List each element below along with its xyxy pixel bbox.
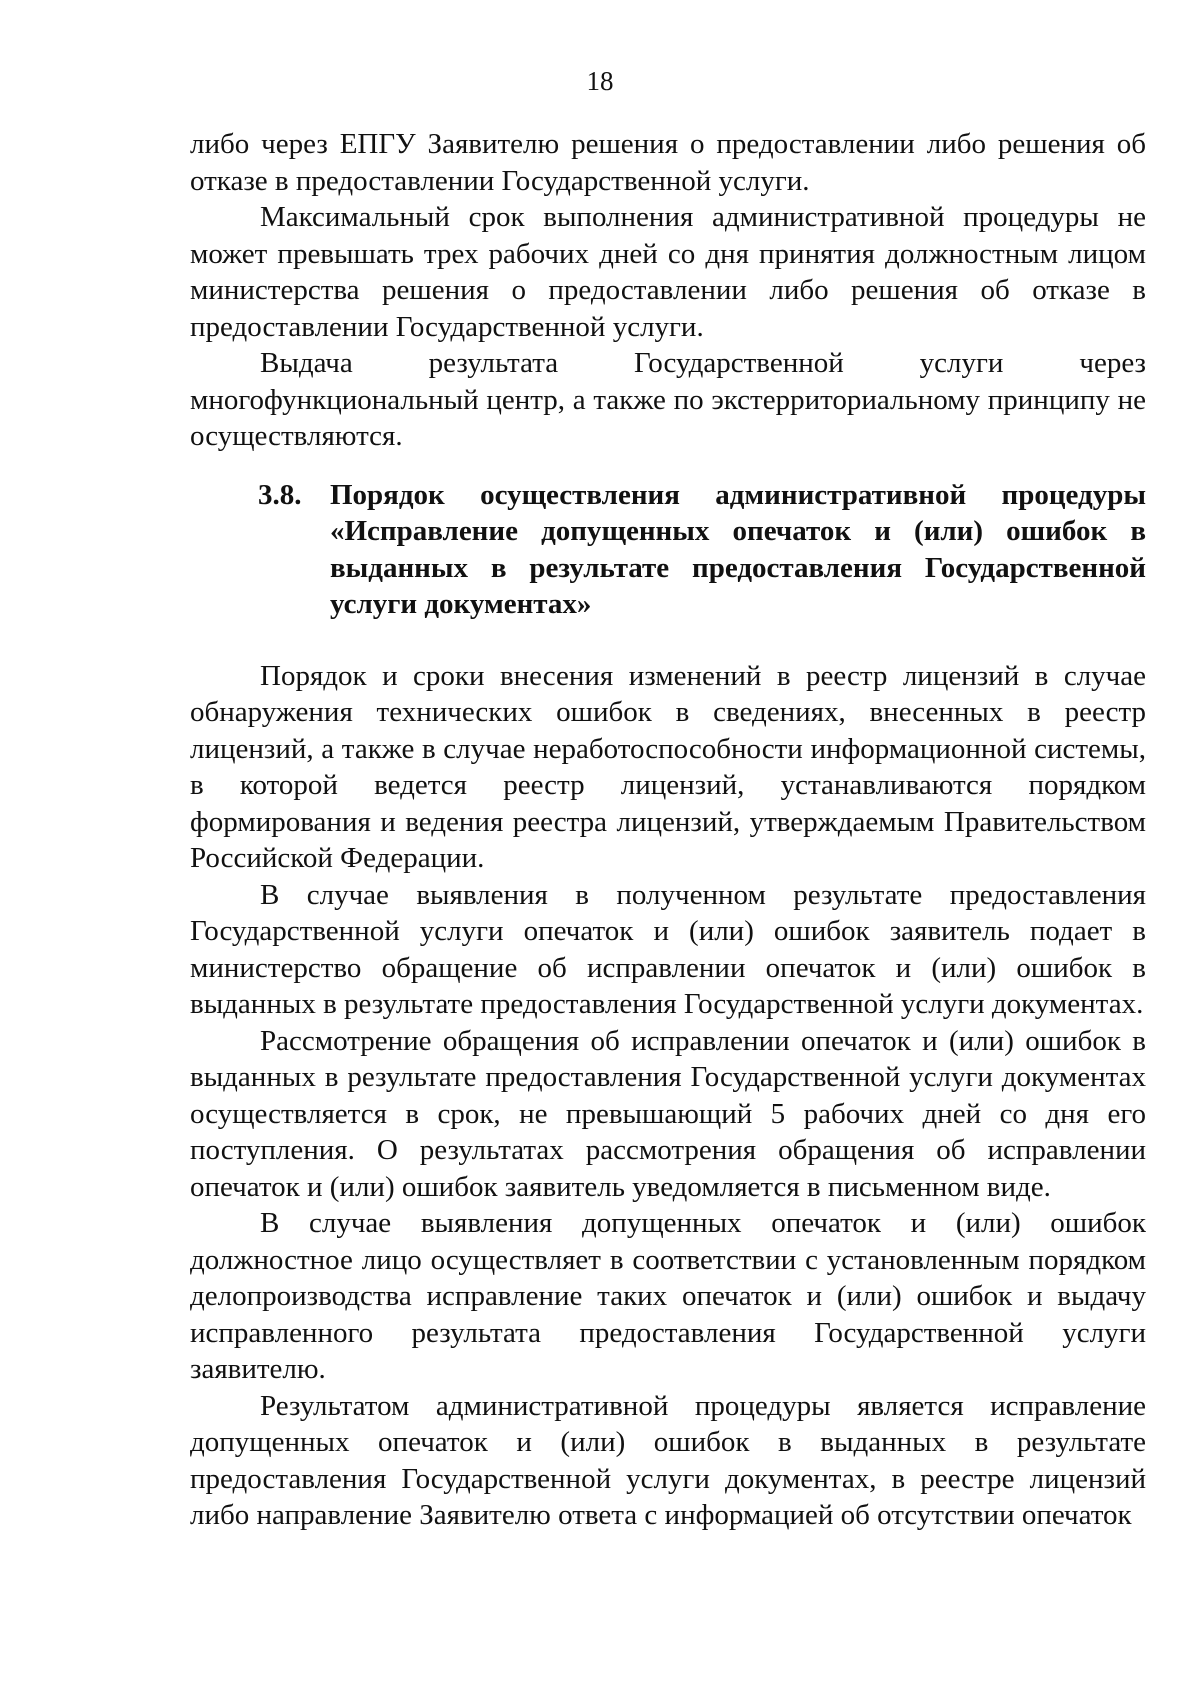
paragraph-continuation: либо через ЕПГУ Заявителю решения о предоставлении либо решения об отказе в предоставлении Государственной услуги. — [190, 128, 1146, 197]
document-body — [190, 126, 1146, 1534]
paragraph: Максимальный срок выполнения административной процедуры не может превышать трех рабочих дней со дня принятия должностным лицом министерства решения о предоставлении либо решения об отказе в предоставлении Государственной услуги. — [190, 201, 1146, 343]
page-number: 18 — [586, 66, 614, 96]
paragraph: В случае выявления допущенных опечаток и (или) ошибок должностное лицо осуществляет в соответствии с установленным порядком делопроизводства исправление таких опечаток и (или) ошибок и выдачу исправленного результата предоставления Государственной услуги заявителю. — [190, 1207, 1146, 1385]
section-number: 3.8. — [258, 478, 302, 511]
paragraph: Порядок и сроки внесения изменений в реестр лицензий в случае обнаружения технических ошибок в сведениях, внесенных в реестр лицензий, а также в случае неработоспособности информационной системы, в которой ведется реестр лицензий, устанавливаются порядком формирования и ведения реестра лицензий, утверждаемым Правительством Российской Федерации. — [190, 659, 1146, 874]
section-title: Порядок осуществления административной процедуры «Исправление допущенных опечаток и (или) ошибок в выданных в результате предоставления Государственной услуги документах» — [330, 478, 1146, 620]
paragraph: Рассмотрение обращения об исправлении опечаток и (или) ошибок в выданных в результате предоставления Государственной услуги документах осуществляется в срок, не превышающий 5 рабочих дней со дня его поступления. О результатах рассмотрения обращения об исправлении опечаток и (или) ошибок заявитель уведомляется в письменном виде. — [190, 1024, 1146, 1203]
paragraph: Результатом административной процедуры является исправление допущенных опечаток и (или) ошибок в выданных в результате предоставления Государственной услуги документах, в реестре лицензий либо направление Заявителю ответа с информацией об отсутствии опечаток — [190, 1389, 1146, 1531]
paragraph: Выдача результата Государственной услуги через многофункциональный центр, а также по экстерриториальному принципу не осуществляются. — [190, 347, 1146, 452]
paragraph: В случае выявления в полученном результате предоставления Государственной услуги опечаток и (или) ошибок заявитель подает в министерство обращение об исправлении опечаток и (или) ошибок в выданных в результате предоставления Государственной услуги документах. — [190, 878, 1146, 1020]
section-heading — [190, 477, 1146, 623]
